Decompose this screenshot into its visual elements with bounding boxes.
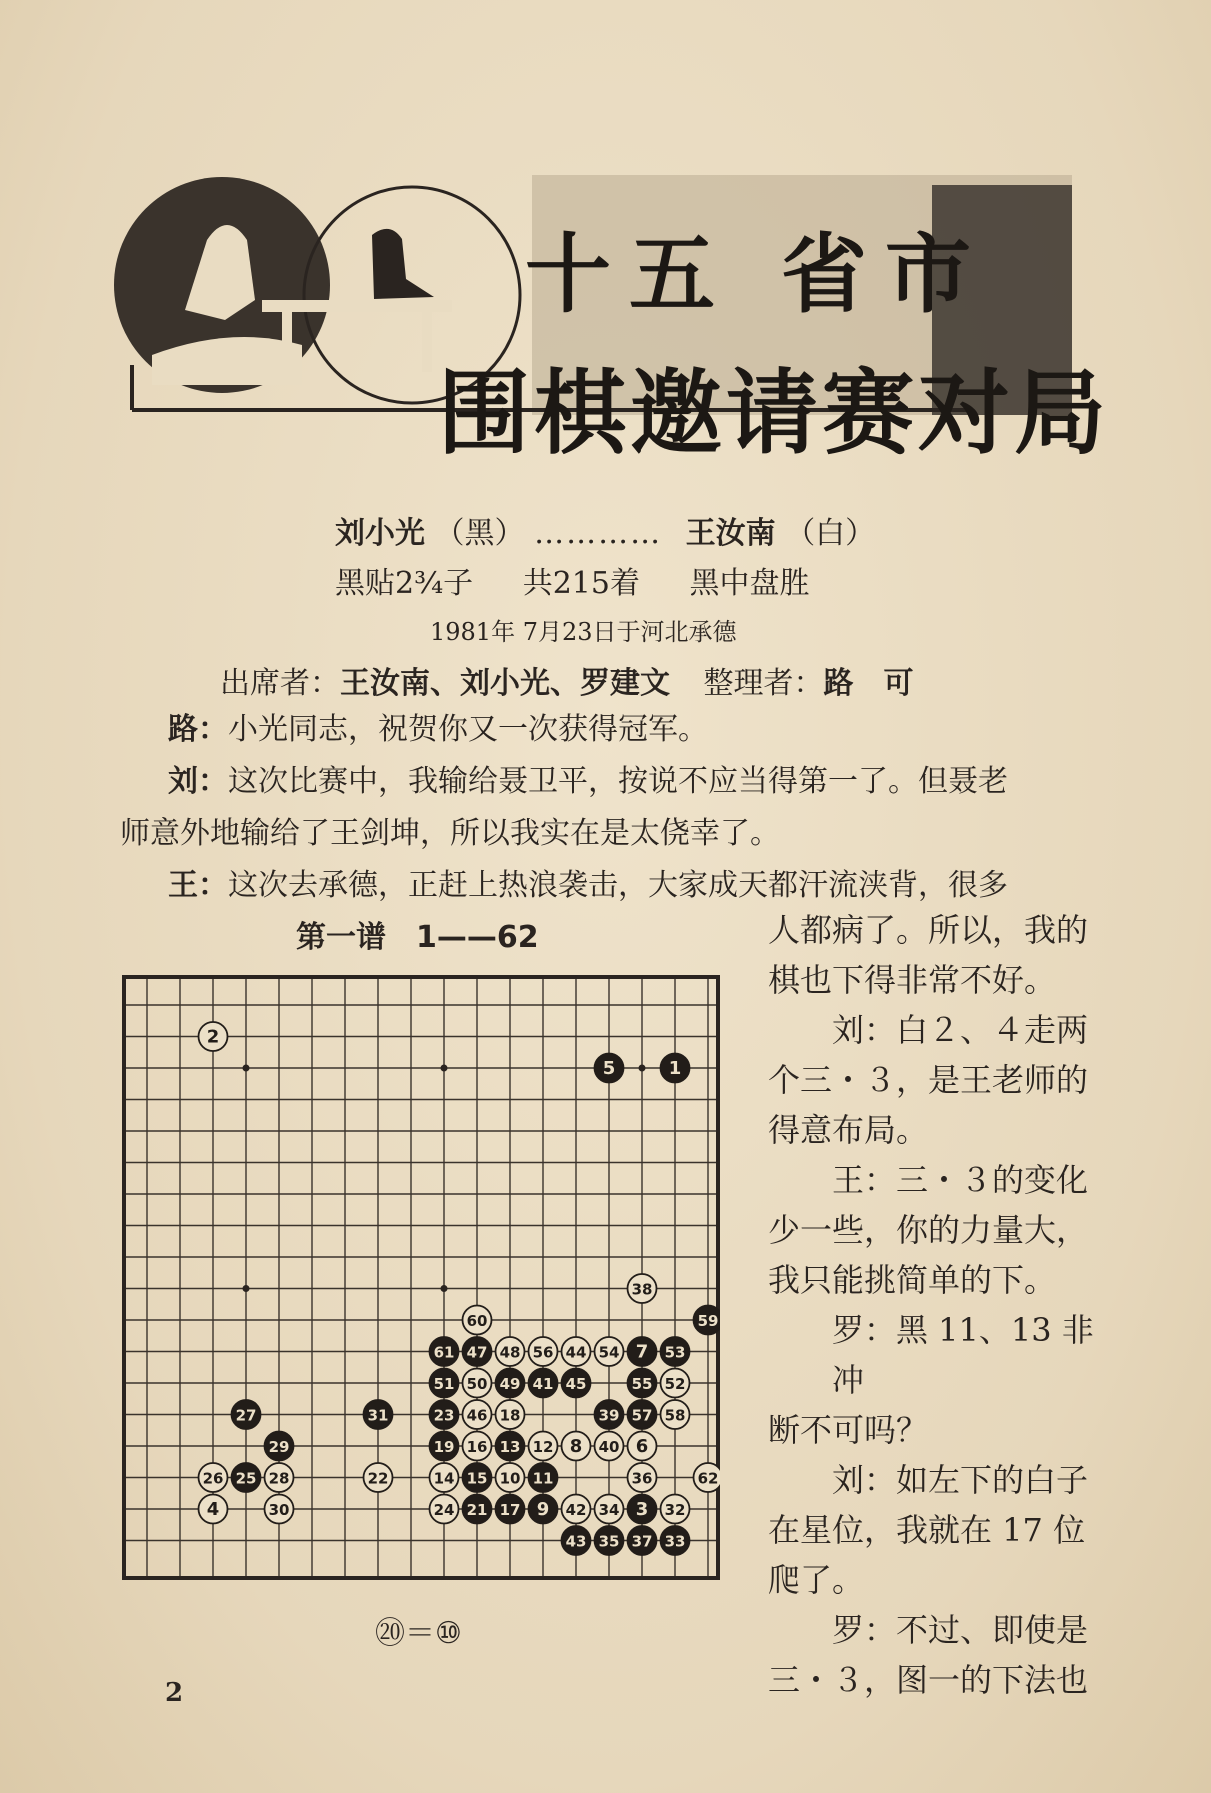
title-line-2: 围棋邀请赛对局 (438, 360, 1111, 467)
right-line-13: 爬了。 (768, 1561, 865, 1599)
white-stone (364, 1463, 393, 1492)
stone-number: 57 (631, 1406, 653, 1425)
stone-number: 29 (268, 1438, 290, 1456)
star-point (441, 1285, 448, 1292)
black-stone (628, 1400, 657, 1429)
black-player: 刘小光 (335, 516, 425, 551)
paragraph-2-text-a: 这次比赛中，我输给聂卫平，按说不应当得第一了。但聂老 (228, 764, 1008, 799)
stone-number: 4 (206, 1499, 220, 1520)
white-player: 王汝南 (685, 516, 776, 551)
stone-number: 22 (367, 1469, 389, 1488)
white-stone (529, 1432, 558, 1461)
right-line-11: 刘：如左下的白子 (832, 1461, 1089, 1499)
stone-number: 47 (466, 1343, 488, 1362)
black-stone (496, 1369, 525, 1398)
stone-number: 6 (635, 1436, 649, 1457)
white-stone (265, 1495, 294, 1524)
stone-number: 35 (598, 1532, 620, 1551)
black-stone (595, 1054, 624, 1083)
stone-number: 23 (433, 1406, 455, 1425)
stone-number: 2 (206, 1026, 220, 1048)
stone-number: 5 (602, 1058, 616, 1079)
black-stone (430, 1432, 459, 1461)
white-stone (595, 1432, 624, 1461)
black-stone (562, 1369, 591, 1398)
stone-number: 31 (367, 1406, 389, 1425)
paragraph-1 (168, 704, 708, 756)
white-stone (463, 1432, 492, 1461)
white-stone (496, 1337, 525, 1366)
white-stone (562, 1495, 591, 1524)
stone-number: 58 (664, 1406, 686, 1425)
editor: 路 可 (823, 666, 914, 701)
stone-number: 27 (235, 1406, 257, 1425)
stone-number: 1 (668, 1058, 682, 1079)
black-stone (232, 1400, 261, 1429)
stone-number: 19 (433, 1438, 455, 1456)
white-stone (463, 1306, 492, 1335)
black-stone (463, 1463, 492, 1492)
black-stone (628, 1369, 657, 1398)
black-stone (364, 1400, 393, 1429)
black-stone (628, 1526, 657, 1555)
white-stone (199, 1463, 228, 1492)
right-line-12: 在星位，我就在 17 位 (768, 1511, 1086, 1549)
right-line-14: 罗：不过、即使是 (832, 1611, 1089, 1649)
white-stone (661, 1495, 690, 1524)
black-stone (562, 1526, 591, 1555)
stone-number: 12 (532, 1438, 554, 1456)
black-stone (628, 1337, 657, 1366)
stone-number: 26 (202, 1469, 224, 1488)
stone-number: 48 (499, 1343, 521, 1362)
stone-number: 55 (631, 1375, 653, 1393)
white-stone (628, 1463, 657, 1492)
black-stone (463, 1337, 492, 1366)
go-board (122, 975, 720, 1580)
black-stone (661, 1054, 690, 1083)
stone-number: 49 (499, 1375, 521, 1393)
white-stone (661, 1369, 690, 1398)
dots: ………… (534, 516, 663, 551)
players-line (335, 508, 875, 552)
attendees: 王汝南、刘小光、罗建文 (340, 666, 670, 701)
white-stone (661, 1400, 690, 1429)
black-stone (232, 1463, 261, 1492)
stone-number: 11 (532, 1469, 554, 1488)
stone-number: 52 (664, 1375, 686, 1393)
paragraph-2-cont: 师意外地输给了王剑坤，所以我实在是太侥幸了。 (120, 816, 780, 851)
attendees-label: 出席者： (220, 666, 340, 701)
black-stone (529, 1463, 558, 1492)
black-stone (661, 1526, 690, 1555)
white-stone (463, 1369, 492, 1398)
black-stone (694, 1306, 721, 1335)
right-line-1: 人都病了。所以，我的 (768, 911, 1089, 949)
stone-number: 38 (631, 1280, 653, 1299)
stone-number: 40 (598, 1438, 620, 1456)
stone-number: 51 (433, 1375, 455, 1393)
right-line-4: 个三・３，是王老师的 (768, 1061, 1089, 1099)
star-point (441, 1065, 448, 1072)
white-label: （白） (785, 516, 876, 551)
stone-number: 54 (598, 1343, 620, 1362)
stone-number: 30 (268, 1501, 290, 1519)
black-stone (430, 1369, 459, 1398)
paragraph-3-text: 这次去承德，正赶上热浪袭击，大家成天都汗流浃背，很多 (228, 868, 1008, 903)
stone-number: 10 (499, 1469, 521, 1488)
right-line-15: 三・３，图一的下法也 (768, 1661, 1089, 1699)
white-stone (496, 1400, 525, 1429)
white-stone (199, 1022, 228, 1051)
stone-number: 62 (697, 1469, 719, 1488)
black-stone (661, 1337, 690, 1366)
right-line-3: 刘：白２、４走两 (832, 1011, 1089, 1049)
white-stone (529, 1337, 558, 1366)
stone-number: 28 (268, 1469, 290, 1488)
white-stone (595, 1495, 624, 1524)
right-column (768, 905, 1098, 1705)
stone-number: 7 (635, 1341, 649, 1363)
white-stone (496, 1463, 525, 1492)
white-stone (562, 1337, 591, 1366)
black-stone (595, 1400, 624, 1429)
stone-number: 43 (565, 1532, 587, 1551)
right-line-6: 王：三・３的变化 (832, 1161, 1089, 1199)
stone-number: 32 (664, 1501, 686, 1519)
diagram-footnote: ⑳＝⑩ (375, 1616, 462, 1651)
white-stone (199, 1495, 228, 1524)
star-point (243, 1065, 250, 1072)
black-stone (595, 1526, 624, 1555)
black-stone (265, 1432, 294, 1461)
speaker-wang: 王： (168, 868, 228, 903)
attendees-line (220, 658, 914, 702)
black-stone (496, 1495, 525, 1524)
stone-number: 44 (565, 1343, 587, 1362)
stone-number: 24 (433, 1501, 455, 1519)
komi: 黑贴2¾子 (335, 566, 474, 601)
move-count: 共215着 (522, 566, 640, 601)
stone-number: 61 (433, 1343, 455, 1362)
star-point (639, 1065, 646, 1072)
paragraph-1-text: 小光同志，祝贺你又一次获得冠军。 (228, 712, 708, 747)
stone-number: 39 (598, 1406, 620, 1425)
stone-number: 13 (499, 1438, 521, 1456)
black-stone (628, 1495, 657, 1524)
stone-number: 3 (635, 1499, 649, 1520)
stone-number: 59 (697, 1312, 719, 1330)
stone-number: 8 (569, 1436, 583, 1457)
black-stone (529, 1369, 558, 1398)
black-stone (430, 1337, 459, 1366)
right-line-5: 得意布局。 (768, 1111, 929, 1149)
stone-number: 34 (598, 1501, 620, 1519)
white-stone (628, 1274, 657, 1303)
black-label: （黑） (434, 516, 525, 551)
right-line-9: 罗：黑 11、13 非冲 (832, 1311, 1094, 1399)
stone-number: 45 (565, 1375, 587, 1393)
stone-number: 56 (532, 1343, 554, 1362)
date-place: 1981年 7月23日于河北承德 (430, 618, 737, 646)
stone-number: 42 (565, 1501, 587, 1519)
white-stone (265, 1463, 294, 1492)
white-stone (430, 1495, 459, 1524)
white-stone (430, 1463, 459, 1492)
black-stone (430, 1400, 459, 1429)
white-stone (463, 1400, 492, 1429)
result: 黑中盘胜 (689, 566, 810, 601)
stone-number: 18 (499, 1406, 521, 1425)
white-stone (562, 1432, 591, 1461)
stone-number: 33 (664, 1532, 686, 1551)
white-stone (595, 1337, 624, 1366)
stone-number: 46 (466, 1406, 488, 1425)
black-stone (529, 1495, 558, 1524)
stone-number: 36 (631, 1469, 653, 1488)
diagram-caption: 第一谱 1——62 (296, 920, 539, 955)
stone-number: 16 (466, 1438, 488, 1456)
stone-number: 9 (536, 1499, 550, 1520)
white-stone (628, 1432, 657, 1461)
stone-number: 41 (532, 1375, 554, 1393)
stone-number: 37 (631, 1532, 653, 1551)
stone-number: 15 (466, 1469, 488, 1488)
stone-number: 53 (664, 1343, 686, 1362)
go-board-svg (122, 975, 720, 1580)
page-number: 2 (165, 1678, 184, 1708)
right-line-2: 棋也下得非常不好。 (768, 961, 1057, 999)
stone-number: 25 (235, 1469, 257, 1488)
black-stone (463, 1495, 492, 1524)
stone-number: 14 (433, 1469, 455, 1488)
paragraph-2 (168, 756, 1108, 808)
star-point (243, 1285, 250, 1292)
right-line-7: 少一些，你的力量大， (768, 1211, 1089, 1249)
stone-number: 60 (466, 1312, 488, 1330)
title-line-1: 十五 省市 (525, 225, 989, 325)
stone-number: 21 (466, 1501, 488, 1519)
black-stone (496, 1432, 525, 1461)
right-line-8: 我只能挑简单的下。 (768, 1261, 1057, 1299)
white-stone (694, 1463, 721, 1492)
stone-number: 17 (499, 1501, 521, 1519)
stone-number: 50 (466, 1375, 488, 1393)
editor-label: 整理者： (703, 666, 824, 701)
right-line-10: 断不可吗？ (768, 1411, 929, 1449)
speaker-liu: 刘： (168, 764, 228, 799)
speaker-lu: 路： (168, 712, 228, 747)
game-stats (335, 558, 810, 602)
